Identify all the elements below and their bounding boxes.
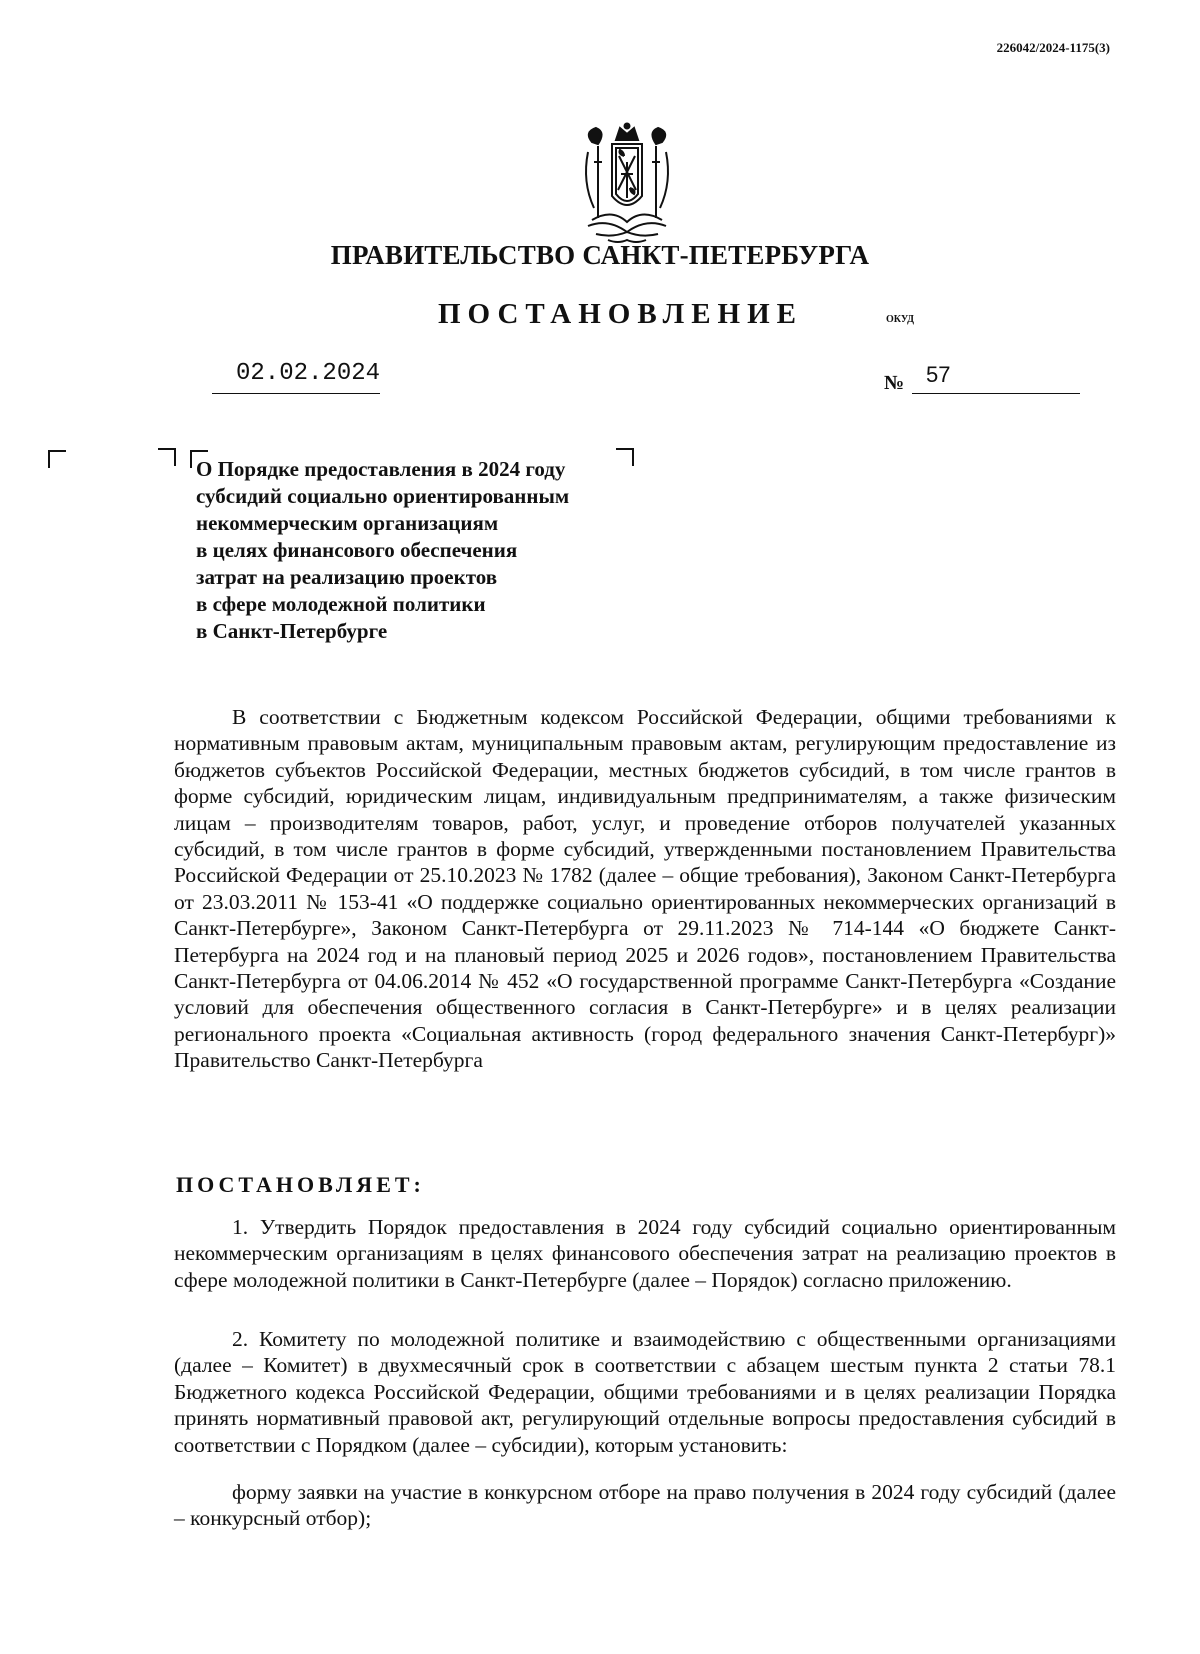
subject-line: затрат на реализацию проектов xyxy=(196,565,498,589)
subject-line: некоммерческим организациям xyxy=(196,511,499,535)
subject-line: О Порядке предоставления в 2024 году xyxy=(196,457,566,481)
document-number: 57 xyxy=(926,362,951,387)
number-underline xyxy=(912,393,1080,394)
number-label: № xyxy=(884,372,905,394)
subject-line: субсидий социально ориентированным xyxy=(196,484,570,508)
margin-corner-mark xyxy=(48,450,66,468)
resolution-item: 1. Утвердить Порядок предоставления в 2024 году субсидий социально ориентированным некоммерческим организациям в целях финансового обеспечения затрат на реализацию проектов в сфере молодежной политики в Санкт-Петербурге (далее – Порядок) согласно приложению. xyxy=(174,1215,1116,1292)
document-reference-number: 226042/2024-1175(3) xyxy=(996,40,1110,55)
margin-corner-mark xyxy=(158,448,176,466)
subject-line: в целях финансового обеспечения xyxy=(196,538,518,562)
resolves-heading: ПОСТАНОВЛЯЕТ: xyxy=(176,1172,425,1197)
resolution-item: 2. Комитету по молодежной политике и взаимодействию с общественными организациями (далее – Комитет) в двухмесячный срок в соответствии с абзацем шестым пункта 2 статьи 78.1 Бюджетного кодекса Российской Федерации, общими требованиями и в целях реализации Порядка принять нормативный правовой акт, регулирующий отдельные вопросы предоставления субсидий в соответствии с Порядком (далее – субсидии), которым установить: xyxy=(174,1327,1116,1457)
date-underline xyxy=(212,393,380,394)
issuing-authority: ПРАВИТЕЛЬСТВО САНКТ-ПЕТЕРБУРГА xyxy=(330,240,870,270)
preamble-paragraph: В соответствии с Бюджетным кодексом Российской Федерации, общими требованиями к нормативным правовым актам, муниципальным правовым актам, регулирующим предоставление из бюджетов субъектов Российской Федерации, местных бюджетов субсидий, в том числе грантов в форме субсидий, юридическим лицам, индивидуальным предпринимателям, а также физическим лицам – производителям товаров, работ, услуг, и проведение отборов получателей указанных субсидий, в том числе грантов в форме субсидий, утвержденными постановлением Правительства Российской Федерации от 25.10.2023 № 1782 (далее – общие требования), Законом Санкт-Петербурга от 23.03.2011 № 153-41 «О поддержке социально ориентированных некоммерческих организаций в Санкт-Петербурге», Законом Санкт-Петербурга от 29.11.2023 № 714-144 «О бюджете Санкт-Петербурга на 2024 год и на плановый период 2025 и 2026 годов», постановлением Правительства Санкт-Петербурга от 04.06.2014 № 452 «О государственной программе Санкт-Петербурга «Создание условий для обеспечения общественного согласия в Санкт-Петербурге» и в целях реализации регионального проекта «Социальная активность (город федерального значения Санкт-Петербург)» Правительство Санкт-Петербурга xyxy=(174,705,1116,1073)
okud-label: ОКУД xyxy=(886,314,915,325)
document-subject xyxy=(196,456,656,645)
subject-line: в Санкт-Петербурге xyxy=(196,619,388,643)
subject-line: в сфере молодежной политики xyxy=(196,592,486,616)
coat-of-arms-emblem xyxy=(578,122,676,246)
document-type: ПОСТАНОВЛЕНИЕ xyxy=(438,298,804,330)
resolution-item: форму заявки на участие в конкурсном отборе на право получения в 2024 году субсидий (далее – конкурсный отбор); xyxy=(174,1480,1116,1531)
document-date: 02.02.2024 xyxy=(236,360,381,387)
